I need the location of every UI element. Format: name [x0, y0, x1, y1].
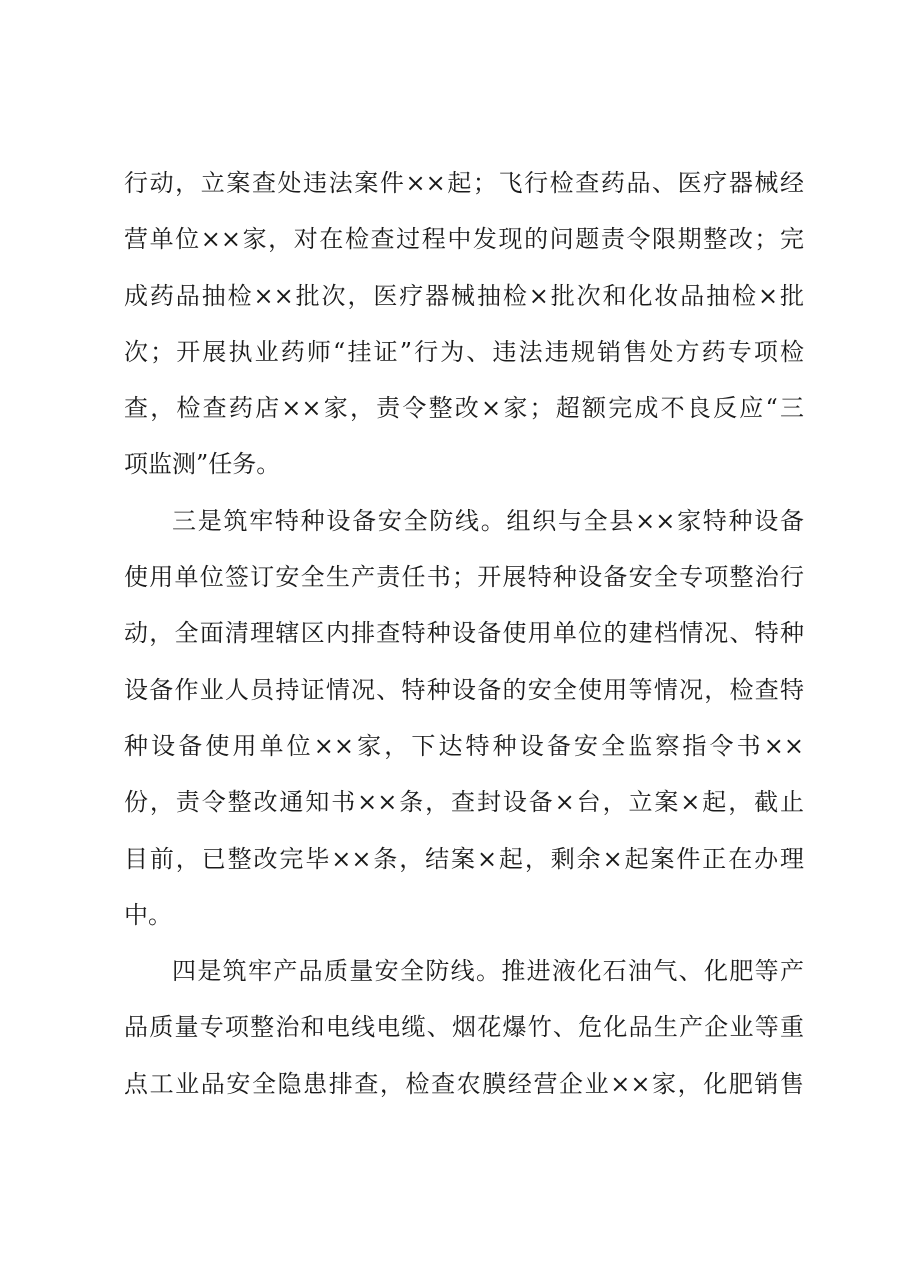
text-line: 品质量专项整治和电线电缆、烟花爆竹、危化品生产企业等重	[124, 1013, 804, 1042]
paragraph-product-quality	[124, 943, 804, 1112]
text-line: 次；开展执业药师“挂证”行为、违法违规销售处方药专项检	[124, 337, 804, 366]
text-line: 三是筑牢特种设备安全防线。组织与全县××家特种设备	[172, 506, 804, 535]
text-line: 营单位××家，对在检查过程中发现的问题责令限期整改；完	[124, 225, 804, 254]
text-line: 成药品抽检××批次，医疗器械抽检×批次和化妆品抽检×批	[124, 281, 804, 310]
text-line: 行动，立案查处违法案件××起；飞行检查药品、医疗器械经	[124, 169, 804, 197]
text-line: 四是筑牢产品质量安全防线。推进液化石油气、化肥等产	[172, 957, 804, 986]
text-line: 点工业品安全隐患排查，检查农膜经营企业××家，化肥销售	[124, 1069, 804, 1098]
text-line: 目前，已整改完毕××条，结案×起，剩余×起案件正在办理	[124, 844, 804, 873]
text-line: 份，责令整改通知书××条，查封设备×台，立案×起，截止	[124, 788, 804, 817]
text-line: 项监测”任务。	[124, 450, 281, 479]
paragraph-drug-inspection	[124, 155, 804, 493]
text-line: 中。	[124, 900, 172, 929]
paragraph-special-equipment	[124, 493, 804, 943]
text-line: 动，全面清理辖区内排查特种设备使用单位的建档情况、特种	[124, 619, 804, 648]
body-text	[124, 155, 804, 1112]
text-line: 种设备使用单位××家，下达特种设备安全监察指令书××	[124, 731, 804, 760]
text-line: 查，检查药店××家，责令整改×家；超额完成不良反应“三	[124, 394, 804, 423]
text-line: 使用单位签订安全生产责任书；开展特种设备安全专项整治行	[124, 563, 804, 592]
text-line: 设备作业人员持证情况、特种设备的安全使用等情况，检查特	[124, 675, 804, 704]
